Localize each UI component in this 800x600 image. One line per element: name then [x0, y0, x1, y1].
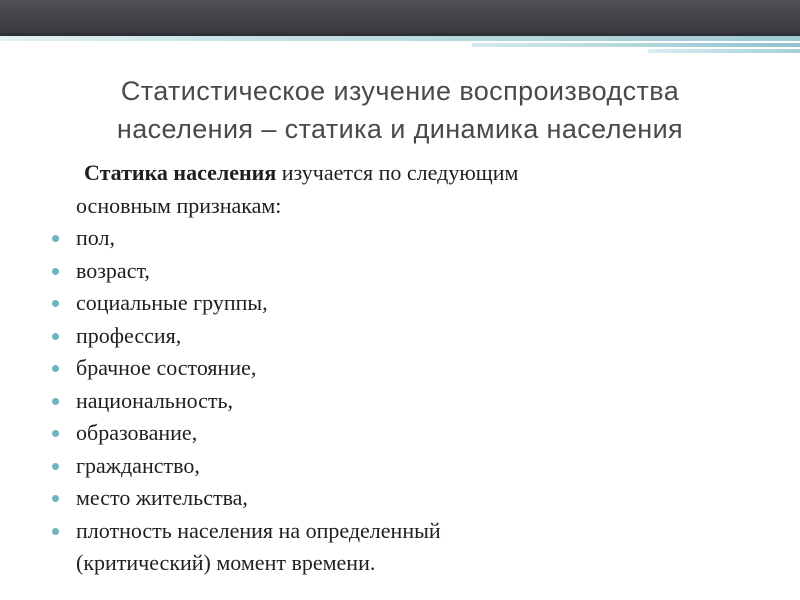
intro-text-1: изучается по следующим — [276, 160, 519, 185]
bullet-icon — [52, 235, 59, 242]
list-item — [52, 352, 732, 385]
list-item — [52, 222, 732, 255]
list-item — [52, 385, 732, 418]
slide-body — [52, 157, 732, 580]
intro-text-2: основным признакам: — [76, 192, 282, 218]
list-item-text: место жительства, — [76, 485, 248, 510]
bullet-icon — [52, 398, 59, 405]
slide-title-line-1: Статистическое изучение воспроизводства — [120, 76, 680, 106]
list-item-text: профессия, — [76, 322, 182, 348]
list-item-text: образование, — [76, 420, 198, 445]
list-item — [52, 417, 732, 450]
header-accent-line — [0, 36, 800, 41]
list-item-text: возраст, — [76, 257, 150, 283]
list-item — [52, 482, 732, 515]
bullet-icon — [52, 528, 59, 535]
intro-paragraph — [76, 157, 732, 222]
bullet-icon — [52, 300, 59, 307]
bullet-icon — [52, 430, 59, 437]
intro-lead-term: Статика населения — [84, 160, 277, 185]
list-item — [52, 287, 732, 320]
list-item — [52, 255, 732, 288]
bullet-icon — [52, 268, 59, 275]
list-item — [52, 450, 732, 483]
slide-title-line-2: населения – статика и динамика населения — [116, 114, 684, 144]
bullet-icon — [52, 333, 59, 340]
bullet-icon — [52, 463, 59, 470]
list-item-text: брачное состояние, — [76, 355, 257, 380]
list-item-text-line-1: плотность населения на определенный — [76, 517, 441, 543]
bullet-icon — [52, 365, 59, 372]
list-item-text-line-2: (критический) момент времени. — [76, 550, 376, 575]
bullet-icon — [52, 495, 59, 502]
list-item — [52, 320, 732, 353]
list-item-text: национальность, — [76, 387, 234, 413]
list-item-text: гражданство, — [76, 452, 200, 478]
list-item-text: пол, — [76, 225, 115, 250]
list-item-text: социальные группы, — [76, 290, 268, 315]
header-accent-line-short — [472, 43, 800, 47]
header-band — [0, 0, 800, 36]
list-item — [52, 515, 732, 580]
header-accent-line-shortest — [648, 49, 800, 53]
features-list — [52, 222, 732, 580]
slide-title — [60, 72, 740, 148]
